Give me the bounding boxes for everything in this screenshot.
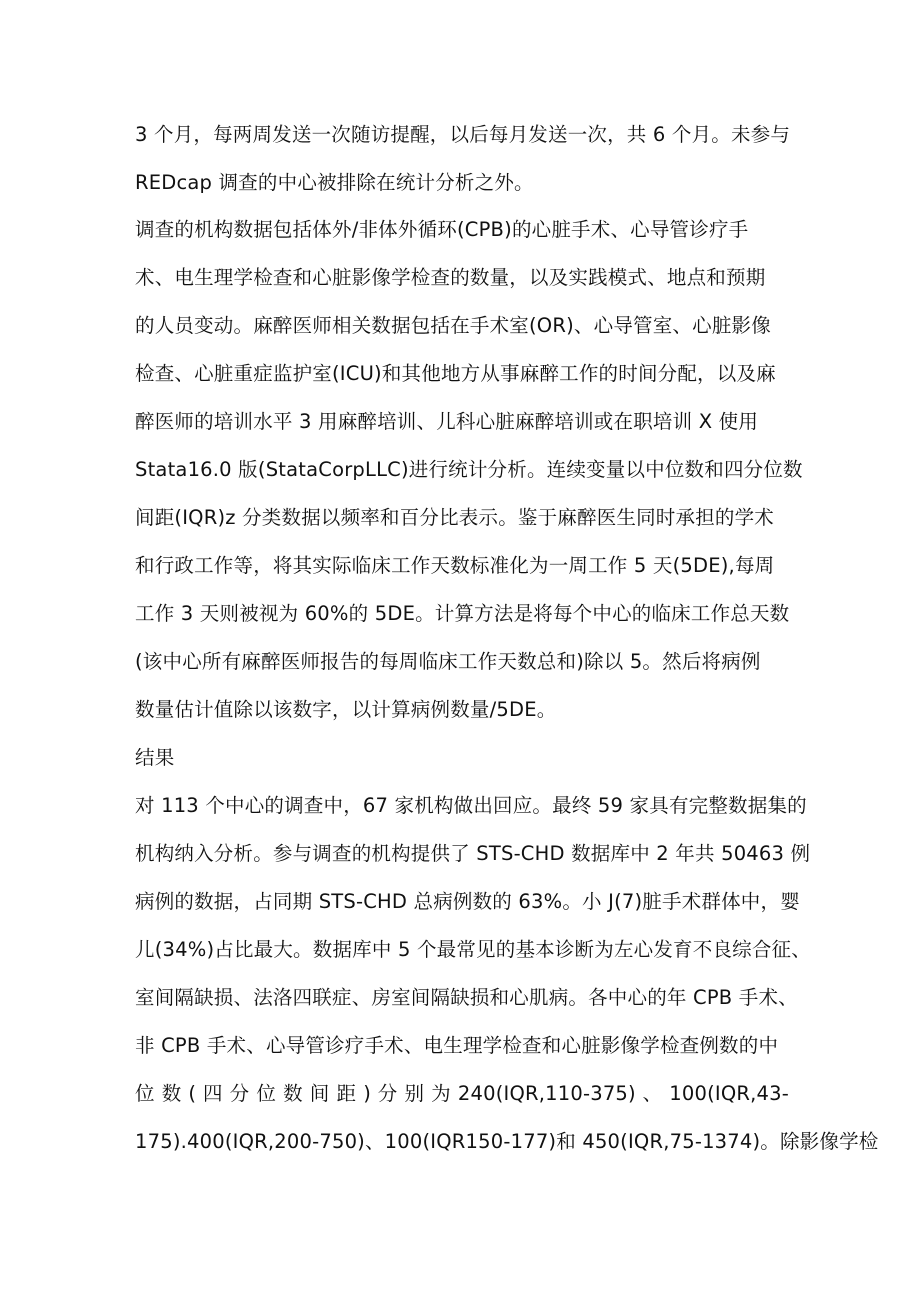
- text-line: 和行政工作等，将其实际临床工作天数标准化为一周工作 5 天(5DE),每周: [135, 554, 775, 577]
- text-line: 间距(IQR)z 分类数据以频率和百分比表示。鉴于麻醉医生同时承担的学术: [135, 506, 774, 529]
- text-line: 3 个月，每两周发送一次随访提醒，以后每月发送一次，共 6 个月。未参与: [135, 123, 791, 146]
- text-line: 位 数 ( 四 分 位 数 间 距 ) 分 别 为 240(IQR,110-375) 、 100(IQR,43-: [135, 1082, 789, 1105]
- text-line: (该中心所有麻醉医师报告的每周临床工作天数总和)除以 5。然后将病例: [135, 650, 761, 673]
- text-line: 儿(34%)占比最大。数据库中 5 个最常见的基本诊断为左心发育不良综合征、: [135, 938, 811, 961]
- text-line: 工作 3 天则被视为 60%的 5DE。计算方法是将每个中心的临床工作总天数: [135, 602, 790, 625]
- text-line: Stata16.0 版(StataCorpLLC)进行统计分析。连续变量以中位数和四分位数: [135, 458, 803, 481]
- text-line: REDcap 调查的中心被排除在统计分析之外。: [135, 171, 534, 194]
- text-line: 检查、心脏重症监护室(ICU)和其他地方从事麻醉工作的时间分配，以及麻: [135, 362, 776, 385]
- text-line: 调查的机构数据包括体外/非体外循环(CPB)的心脏手术、心导管诊疗手: [135, 218, 749, 241]
- text-line: 的人员变动。麻醉医师相关数据包括在手术室(OR)、心导管室、心脏影像: [135, 314, 771, 337]
- text-line: 非 CPB 手术、心导管诊疗手术、电生理学检查和心脏影像学检查例数的中: [135, 1034, 779, 1057]
- text-line: 病例的数据，占同期 STS-CHD 总病例数的 63%。小 J(7)脏手术群体中，婴: [135, 890, 800, 913]
- text-line: 术、电生理学检查和心脏影像学检查的数量，以及实践模式、地点和预期: [135, 266, 766, 289]
- text-line: 175).400(IQR,200-750)、100(IQR150-177)和 450(IQR,75-1374)。除影像学检: [135, 1130, 879, 1153]
- text-line: 数量估计值除以该数字，以计算病例数量/5DE。: [135, 698, 557, 721]
- text-line: 机构纳入分析。参与调查的机构提供了 STS-CHD 数据库中 2 年共 50463 例: [135, 842, 811, 865]
- text-line: 对 113 个中心的调查中，67 家机构做出回应。最终 59 家具有完整数据集的: [135, 794, 807, 817]
- text-line: 醉医师的培训水平 3 用麻醉培训、儿科心脏麻醉培训或在职培训 X 使用: [135, 410, 759, 433]
- text-line: 室间隔缺损、法洛四联症、房室间隔缺损和心肌病。各中心的年 CPB 手术、: [135, 986, 798, 1009]
- section-heading: 结果: [135, 746, 175, 769]
